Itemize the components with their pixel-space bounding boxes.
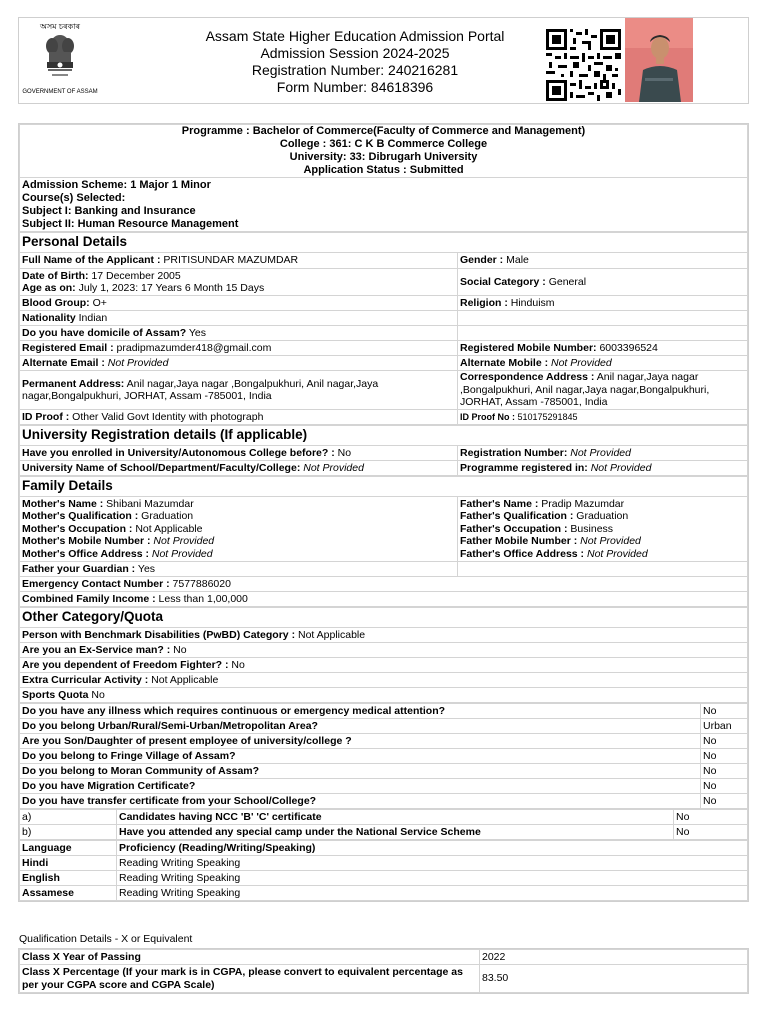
page-header (18, 17, 749, 104)
question-row: Do you belong to Fringe Village of Assam? (20, 749, 701, 764)
answer: No (701, 779, 748, 794)
ncc-question: Candidates having NCC 'B' 'C' certificate (117, 810, 674, 825)
university-registration-table (19, 425, 748, 476)
subject-1: Subject I: Banking and Insurance (22, 204, 196, 217)
answer: Urban (701, 719, 748, 734)
qualification-box (18, 948, 749, 994)
permanent-address: Permanent Address: Anil nagar,Jaya nagar ,Bongalpukhuri, Anil nagar,Jaya nagar,Bongalpukhuri, JORHAT, Assam -785001, India (20, 371, 458, 410)
nationality: Nationality Indian (20, 311, 458, 326)
religion: Religion : Hinduism (458, 296, 748, 311)
programme-table (19, 124, 748, 232)
university-school-name: University Name of School/Department/Faculty/College: Not Provided (20, 461, 458, 476)
mother-details: Mother's Name : Shibani Mazumdar Mother's Qualification : Graduation Mother's Occupation : Not Applicable Mother's Mobile Number : Not Provided Mother's Office Address : Not Provided (20, 497, 458, 562)
language-proficiency: Reading Writing Speaking (117, 871, 748, 886)
admission-session: Admission Session 2024-2025 (260, 45, 450, 61)
applicant-name: Full Name of the Applicant : PRITISUNDAR MAZUMDAR (20, 253, 458, 269)
language-name: Hindi (20, 856, 117, 871)
question-row: Are you Son/Daughter of present employee of university/college ? (20, 734, 701, 749)
scheme-summary (20, 178, 748, 232)
alternate-email: Alternate Email : Not Provided (20, 356, 458, 371)
extra-curricular: Extra Curricular Activity : Not Applicable (20, 673, 748, 688)
class-x-year-label: Class X Year of Passing (20, 950, 480, 965)
subject-2: Subject II: Human Resource Management (22, 217, 239, 230)
answer: No (701, 734, 748, 749)
question-row: Do you have Migration Certificate? (20, 779, 701, 794)
programme-summary (20, 125, 748, 178)
question-row: Do you have transfer certificate from your School/College? (20, 794, 701, 809)
answer: No (701, 794, 748, 809)
language-name: English (20, 871, 117, 886)
header-title-block (169, 28, 541, 96)
father-details: Father's Name : Pradip Mazumdar Father's Qualification : Graduation Father's Occupation : Business Father Mobile Number : Not Provided Father's Office Address : Not Provided (458, 497, 748, 562)
ncc-table (19, 809, 748, 840)
emergency-contact: Emergency Contact Number : 7577886020 (20, 577, 748, 592)
university-name: University: 33: Dibrugarh University (289, 151, 478, 163)
question-row: Do you belong to Moran Community of Assam? (20, 764, 701, 779)
application-form (18, 123, 749, 902)
emblem-bottom-text: GOVERNMENT OF ASSAM (22, 89, 98, 95)
quota-heading: Other Category/Quota (20, 608, 748, 628)
language-name: Assamese (20, 886, 117, 901)
college-name: College : 361: C K B Commerce College (279, 138, 488, 150)
class-x-year: 2022 (480, 950, 748, 965)
dob-age: Date of Birth: 17 December 2005 Age as on: July 1, 2023: 17 Years 6 Month 15 Days (20, 269, 458, 296)
empty-cell (458, 326, 748, 341)
emblem-top-text: অসম চৰকাৰ (39, 22, 81, 31)
qualification-caption: Qualification Details - X or Equivalent (19, 933, 193, 945)
question-row: Do you have any illness which requires continuous or emergency medical attention? (20, 704, 701, 719)
answer: No (701, 749, 748, 764)
blood-group: Blood Group: O+ (20, 296, 458, 311)
question-row: Do you belong Urban/Rural/Semi-Urban/Metropolitan Area? (20, 719, 701, 734)
questions-table (19, 703, 748, 809)
registered-mobile: Registered Mobile Number: 6003396524 (458, 341, 748, 356)
registration-number: Registration Number: 240216281 (251, 62, 459, 78)
registered-email: Registered Email : pradipmazumder418@gmail.com (20, 341, 458, 356)
answer: No (701, 704, 748, 719)
emblem (20, 22, 100, 102)
answer: No (701, 764, 748, 779)
class-x-percentage: 83.50 (480, 965, 748, 993)
applicant-photo (625, 18, 693, 102)
admission-scheme: Admission Scheme: 1 Major 1 Minor (22, 178, 211, 191)
programme-registered: Programme registered in: Not Provided (458, 461, 748, 476)
domicile: Do you have domicile of Assam? Yes (20, 326, 458, 341)
ex-service-man: Are you an Ex-Service man? : No (20, 643, 748, 658)
ncc-key: b) (20, 825, 117, 840)
correspondence-address: Correspondence Address : Anil nagar,Jaya nagar ,Bongalpukhuri, Anil nagar,Jaya nagar,Bongalpukhuri, JORHAT, Assam -785001, India (458, 371, 748, 410)
alternate-mobile: Alternate Mobile : Not Provided (458, 356, 748, 371)
ncc-answer: No (674, 825, 748, 840)
programme-name: Programme : Bachelor of Commerce(Faculty of Commerce and Management) (181, 125, 586, 137)
empty-cell (458, 311, 748, 326)
portal-title: Assam State Higher Education Admission Portal (205, 28, 505, 44)
qr-code (546, 29, 621, 101)
university-registration-heading: University Registration details (If applicable) (20, 426, 748, 446)
enrolled-before: Have you enrolled in University/Autonomous College before? : No (20, 446, 458, 461)
language-header: Language (20, 841, 117, 856)
qualification-table (19, 949, 748, 993)
courses-selected: Course(s) Selected: (22, 191, 126, 204)
personal-details-heading: Personal Details (20, 233, 748, 253)
class-x-percentage-label: Class X Percentage (If your mark is in CGPA, please convert to equivalent percentage as per your CGPA score and CGPA Scale) (20, 965, 480, 993)
form-number: Form Number: 84618396 (276, 79, 434, 95)
family-details-table (19, 476, 748, 607)
proficiency-header: Proficiency (Reading/Writing/Speaking) (117, 841, 748, 856)
ncc-question: Have you attended any special camp under the National Service Scheme (117, 825, 674, 840)
ashoka-emblem-icon (43, 32, 77, 88)
sports-quota: Sports Quota No (20, 688, 748, 703)
language-table (19, 840, 748, 901)
ncc-answer: No (674, 810, 748, 825)
social-category: Social Category : General (458, 269, 748, 296)
id-proof: ID Proof : Other Valid Govt Identity with photograph (20, 410, 458, 425)
family-income: Combined Family Income : Less than 1,00,000 (20, 592, 748, 607)
university-registration-number: Registration Number: Not Provided (458, 446, 748, 461)
gender: Gender : Male (458, 253, 748, 269)
id-proof-number: ID Proof No : 510175291845 (458, 410, 748, 425)
family-details-heading: Family Details (20, 477, 748, 497)
empty-cell (458, 562, 748, 577)
pwbd-category: Person with Benchmark Disabilities (PwBD) Category : Not Applicable (20, 628, 748, 643)
freedom-fighter: Are you dependent of Freedom Fighter? : No (20, 658, 748, 673)
father-guardian: Father your Guardian : Yes (20, 562, 458, 577)
application-status: Application Status : Submitted (303, 164, 464, 176)
ncc-key: a) (20, 810, 117, 825)
personal-details-table (19, 232, 748, 425)
language-proficiency: Reading Writing Speaking (117, 886, 748, 901)
language-proficiency: Reading Writing Speaking (117, 856, 748, 871)
quota-table (19, 607, 748, 703)
